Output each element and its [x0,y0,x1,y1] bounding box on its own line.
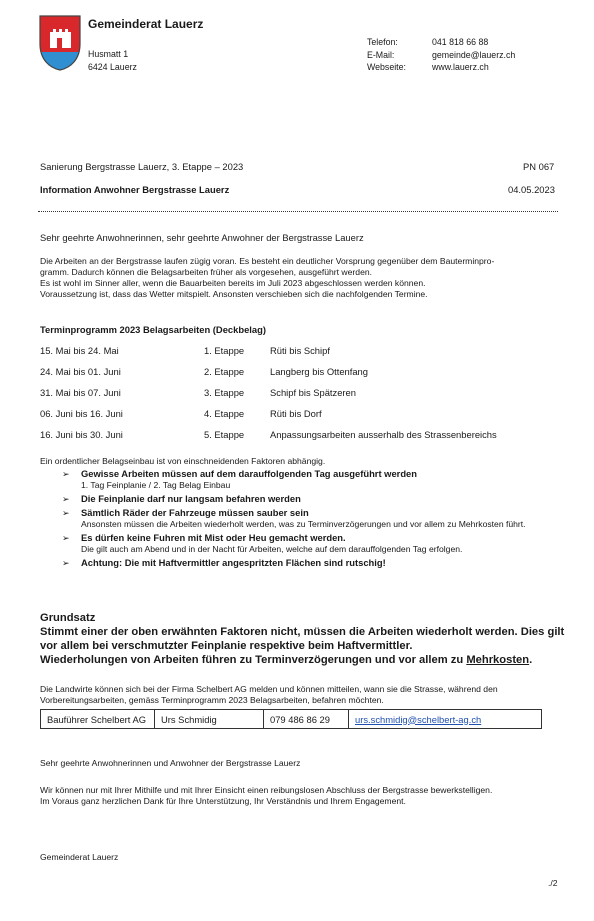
intro-line: gramm. Dadurch können die Belagsarbeiten früher als vorgesehen, ausgeführt werden. [40,267,373,277]
contact-email-link[interactable]: urs.schmidig@schelbert-ag.ch [355,713,482,725]
arrow-bullet-icon: ➢ [62,508,70,518]
schedule-row: 24. Mai bis 01. Juni 2. Etappe Langberg bis Ottenfang [40,366,368,377]
factors-list [62,468,562,569]
closing-paragraph [40,785,570,807]
contact-table [40,709,542,729]
contact-email-cell [349,710,542,729]
list-item: ➢ Gewisse Arbeiten müssen auf dem darauffolgenden Tag ausgeführt werden 1. Tag Feinplanie / 2. Tag Belag Einbau [62,468,418,490]
schedule-table [40,345,530,450]
factors-intro: Ein ordentlicher Belagseinbau ist von einschneidenden Faktoren abhängig. [40,456,326,466]
list-item: ➢ Es dürfen keine Fuhren mit Mist oder Heu gemacht werden. Die gilt auch am Abend und in der Nacht für Arbeiten, welche auf dem darauffolgenden Tag erfolgen. [62,532,463,554]
contact-name: Urs Schmidig [155,710,264,729]
schedule-row: 06. Juni bis 16. Juni 4. Etappe Rüti bis Dorf [40,408,322,419]
page-marker: ./2 [548,878,558,888]
contact-email: E-Mail: gemeinde@lauerz.ch [367,49,516,60]
greeting: Sehr geehrte Anwohnerinnen, sehr geehrte Anwohner der Bergstrasse Lauerz [40,232,364,243]
document-date: 04.05.2023 [508,184,555,195]
arrow-bullet-icon: ➢ [62,469,70,479]
arrow-bullet-icon: ➢ [62,558,70,568]
grundsatz-section [40,611,570,667]
intro-paragraph [40,256,570,300]
contact-phone-number: 079 486 86 29 [264,710,349,729]
farmers-note: Die Landwirte können sich bei der Firma Schelbert AG melden und können mitteilen, wann sie die Strasse, während den Vorbereitungsarbeiten, gemäss Terminprogramm 2023 Belagsarbeiten, befahren möchten. [40,684,498,705]
grundsatz-text: Stimmt einer der oben erwähnten Faktoren nicht, müssen die Arbeiten wiederholt werden. Dies gilt vor allem bei verschmutzter Feinplanie respektive beim Haftvermittler. [40,626,565,652]
grundsatz-text-2: Wiederholungen von Arbeiten führen zu Terminverzögerungen und vor allem zu Mehrkosten. [40,654,533,666]
contact-phone: Telefon: 041 818 66 88 [367,37,489,47]
contact-block [367,36,515,74]
intro-line: Die Arbeiten an der Bergstrasse laufen zügig voran. Es besteht ein deutlicher Vorsprung gegenüber dem Bauterminpro- [40,256,495,266]
document-title: Information Anwohner Bergstrasse Lauerz [40,184,230,195]
address-line: Husmatt 1 [88,49,129,59]
reference-number: PN 067 [523,161,555,172]
schedule-heading: Terminprogramm 2023 Belagsarbeiten (Deckbelag) [40,324,266,335]
list-item: ➢ Achtung: Die mit Haftvermittler angespritzten Flächen sind rutschig! [62,557,386,568]
arrow-bullet-icon: ➢ [62,494,70,504]
separator-line [38,211,558,212]
intro-line: Voraussetzung ist, dass das Wetter mitspielt. Ansonsten verschieben sich die nachfolgenden Termine. [40,289,428,299]
closing-line: Wir können nur mit Ihrer Mithilfe und mit Ihrer Einsicht einen reibungslosen Abschluss der Bergstrasse bewerkstelligen. [40,785,493,795]
closing-greeting: Sehr geehrte Anwohnerinnen und Anwohner der Bergstrasse Lauerz [40,758,301,768]
list-item: ➢ Die Feinplanie darf nur langsam befahren werden [62,493,301,504]
table-row [41,710,542,729]
schedule-row: 16. Juni bis 30. Juni 5. Etappe Anpassungsarbeiten ausserhalb des Strassenbereichs [40,429,497,440]
address-line: 6424 Lauerz [88,61,137,72]
coat-of-arms-logo [38,14,82,72]
contact-website: Webseite: www.lauerz.ch [367,62,489,72]
schedule-row: 15. Mai bis 24. Mai 1. Etappe Rüti bis Schipf [40,345,330,356]
organization-address [88,48,137,73]
list-item: ➢ Sämtlich Räder der Fahrzeuge müssen sauber sein Ansonsten müssen die Arbeiten wiederholt werden, was zu Terminverzögerungen und vor allem zu Mehrkosten führt. [62,507,526,529]
project-title: Sanierung Bergstrasse Lauerz, 3. Etappe – 2023 [40,161,244,172]
signature: Gemeinderat Lauerz [40,852,119,862]
intro-line: Es ist wohl im Sinner aller, wenn die Bauarbeiten bereits im Juli 2023 abgeschlossen werden können. [40,278,426,288]
organization-name: Gemeinderat Lauerz [88,17,204,31]
grundsatz-heading: Grundsatz [40,612,96,624]
contact-role: Bauführer Schelbert AG [41,710,155,729]
arrow-bullet-icon: ➢ [62,533,70,543]
schedule-row: 31. Mai bis 07. Juni 3. Etappe Schipf bis Spätzeren [40,387,356,398]
closing-line: Im Voraus ganz herzlichen Dank für Ihre Unterstützung, Ihr Verständnis und Ihrem Engagement. [40,796,406,806]
